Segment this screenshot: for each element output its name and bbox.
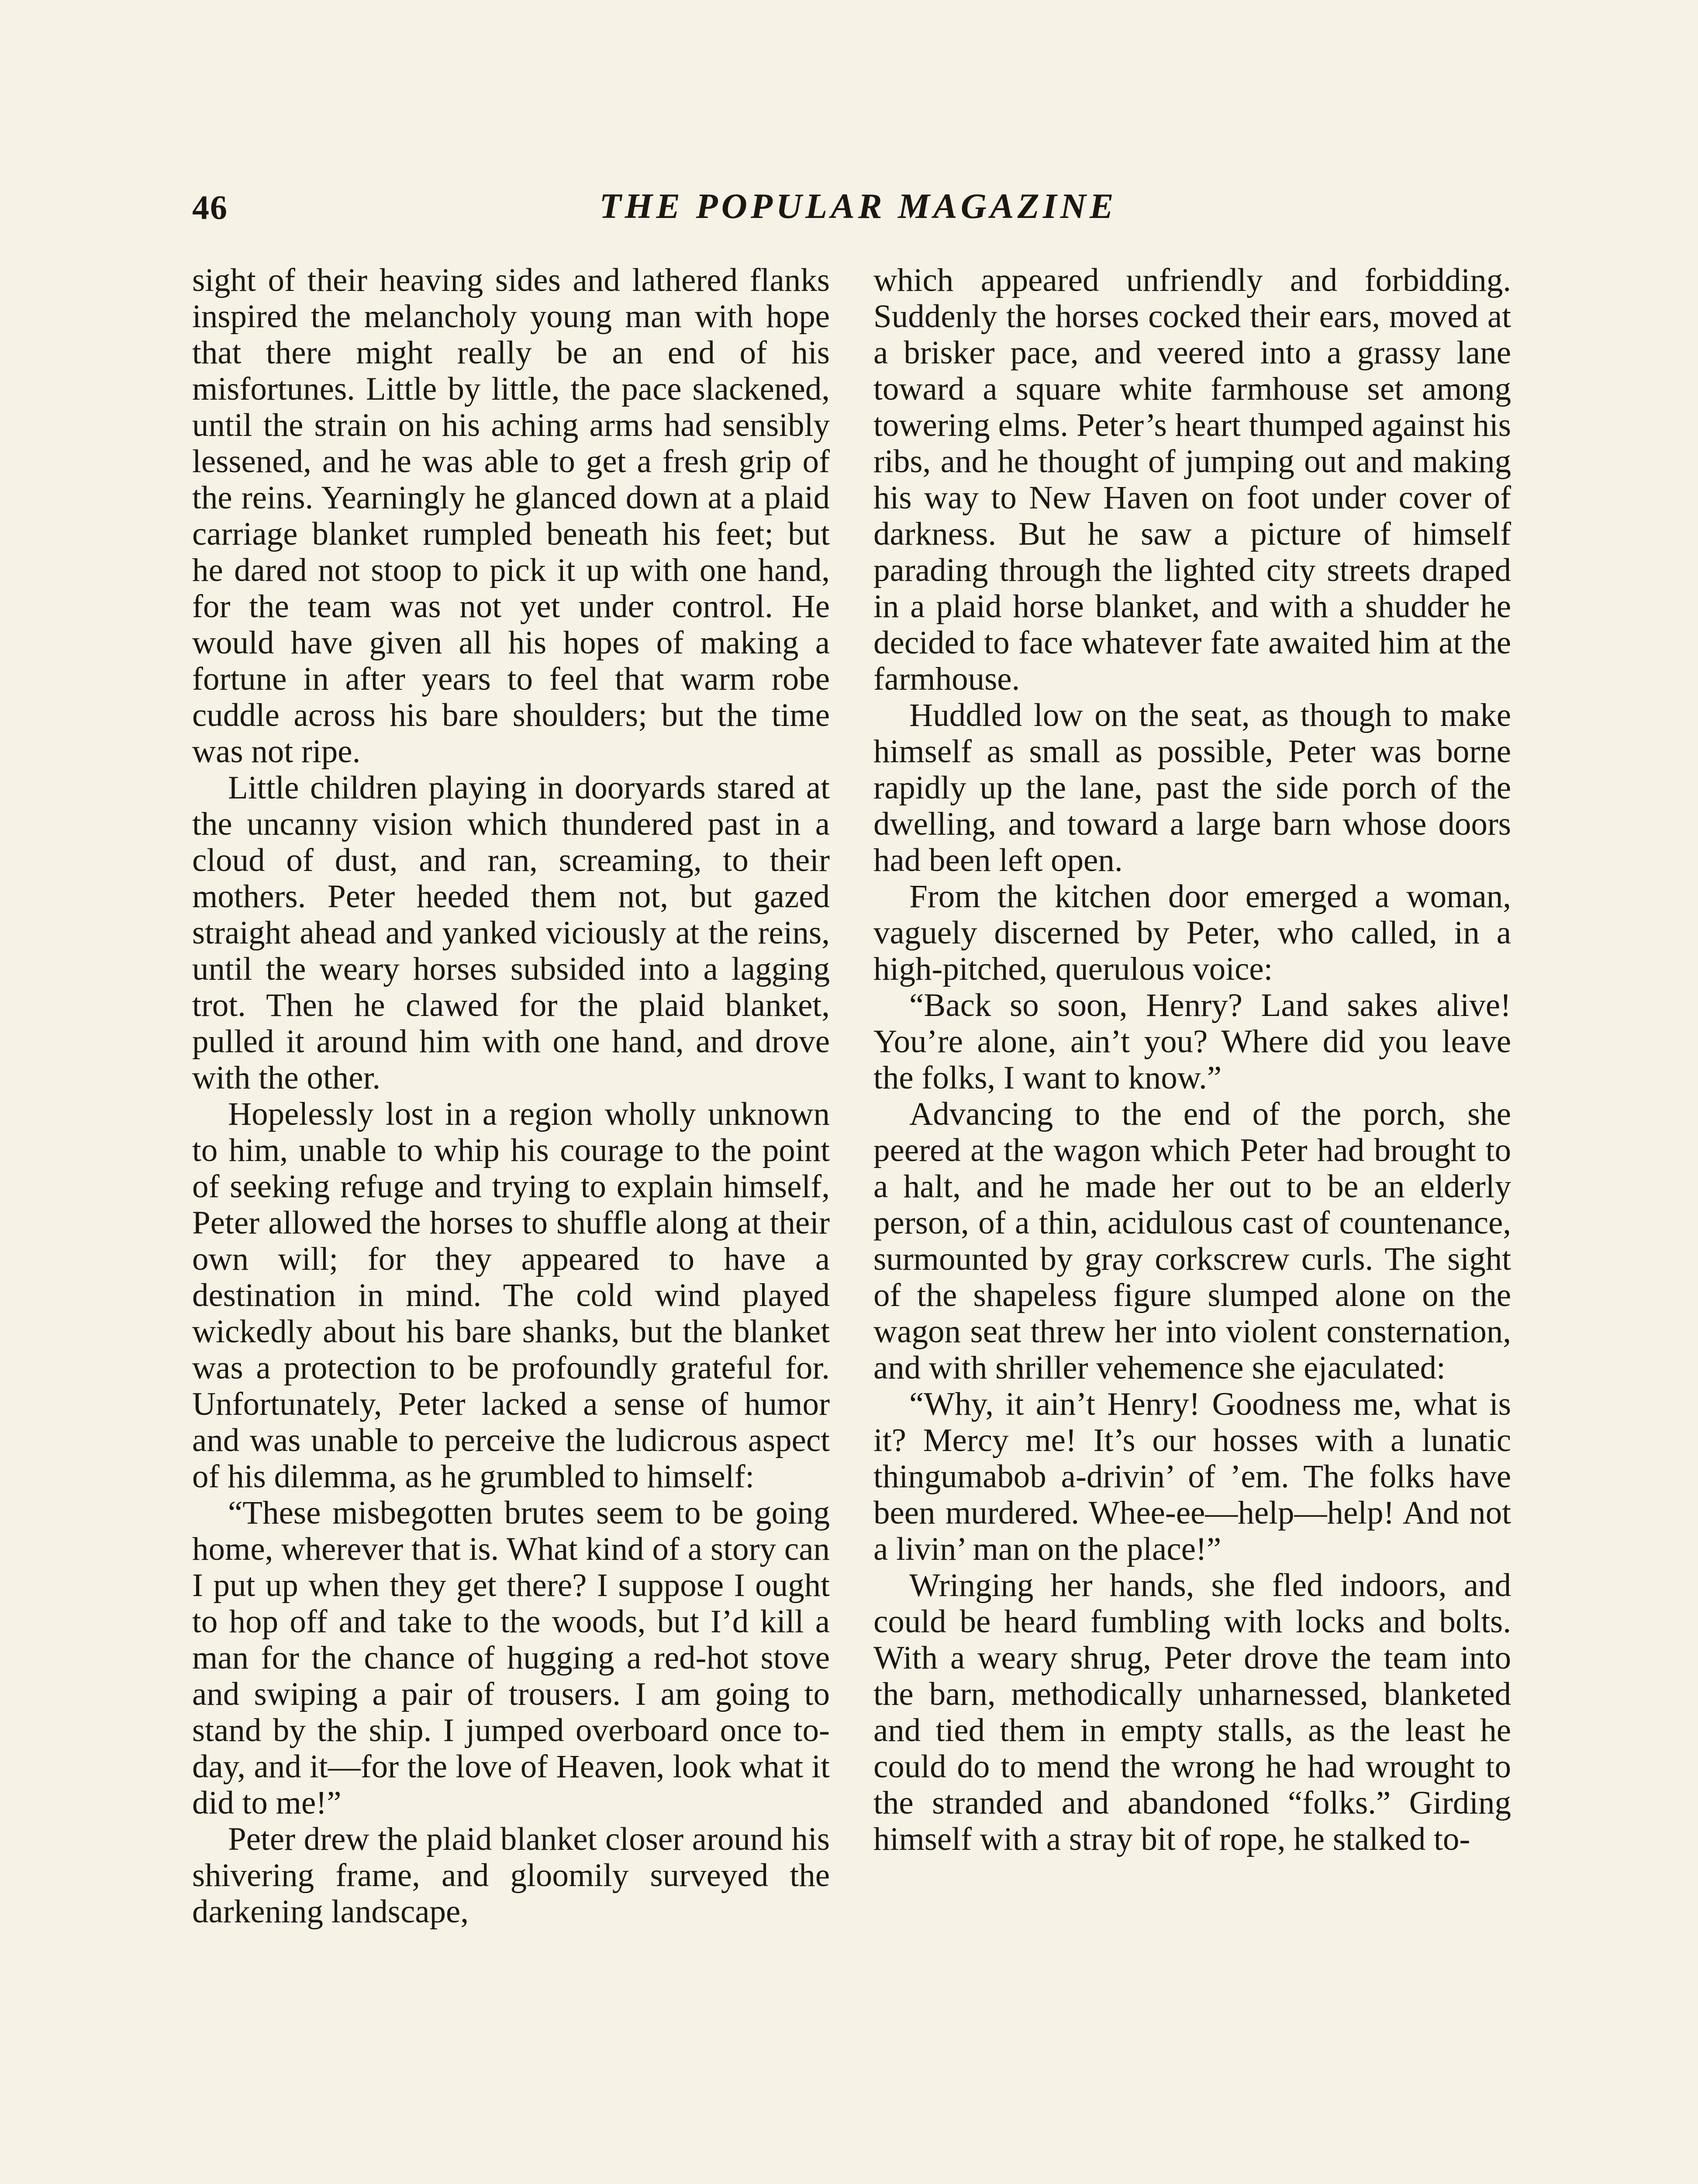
paragraph: Little children playing in dooryards stared at the uncanny vision which thundered past in a cloud of dust, and ran, screaming, to their mothers. Peter heeded them not, but gazed straight ahead and yanked viciously at the reins, until the weary horses subsided into a lagging trot. Then he clawed for the plaid blanket, pulled it around him with one hand, and drove with the other. — [192, 770, 830, 1096]
paragraph: Hopelessly lost in a region wholly unknown to him, unable to whip his courage to the point of seeking refuge and trying to explain himself, Peter allowed the horses to shuffle along at their own will; for they appeared to have a destination in mind. The cold wind played wickedly about his bare shanks, but the blanket was a protection to be profoundly grateful for. Unfortunately, Peter lacked a sense of humor and was unable to perceive the ludicrous aspect of his dilemma, as he grumbled to himself: — [192, 1096, 830, 1495]
right-column — [873, 262, 1511, 1857]
paragraph: “These misbegotten brutes seem to be going home, wherever that is. What kind of a story can I put up when they get there? I suppose I ought to hop off and take to the woods, but I’d kill a man for the chance of hugging a red-hot stove and swiping a pair of trousers. I am going to stand by the ship. I jumped overboard once to-day, and it—for the love of Heaven, look what it did to me!” — [192, 1495, 830, 1821]
left-column — [192, 262, 830, 1930]
paragraph: Peter drew the plaid blanket closer around his shivering frame, and gloomily surveyed the darkening landscape, — [192, 1821, 830, 1930]
paragraph: sight of their heaving sides and lathered flanks inspired the melancholy young man with hope that there might really be an end of his misfortunes. Little by little, the pace slackened, until the strain on his aching arms had sensibly lessened, and he was able to get a fresh grip of the reins. Yearningly he glanced down at a plaid carriage blanket rumpled beneath his feet; but he dared not stoop to pick it up with one hand, for the team was not yet under control. He would have given all his hopes of making a fortune in after years to feel that warm robe cuddle across his bare shoulders; but the time was not ripe. — [192, 262, 830, 770]
paragraph: Wringing her hands, she fled indoors, and could be heard fumbling with locks and bolts. With a weary shrug, Peter drove the team into the barn, methodically unharnessed, blanketed and tied them in empty stalls, as the least he could do to mend the wrong he had wrought to the stranded and abandoned “folks.” Girding himself with a stray bit of rope, he stalked to- — [873, 1567, 1511, 1857]
paragraph: which appeared unfriendly and forbidding. Suddenly the horses cocked their ears, moved at a brisker pace, and veered into a grassy lane toward a square white farmhouse set among towering elms. Peter’s heart thumped against his ribs, and he thought of jumping out and making his way to New Haven on foot under cover of darkness. But he saw a picture of himself parading through the lighted city streets draped in a plaid horse blanket, and with a shudder he decided to face whatever fate awaited him at the farmhouse. — [873, 262, 1511, 697]
paragraph: “Why, it ain’t Henry! Goodness me, what is it? Mercy me! It’s our hosses with a lunatic thingumabob a-drivin’ of ’em. The folks have been murdered. Whee-ee—help—help! And not a livin’ man on the place!” — [873, 1386, 1511, 1567]
running-title: THE POPULAR MAGAZINE — [599, 186, 1117, 226]
paragraph: “Back so soon, Henry? Land sakes alive! You’re alone, ain’t you? Where did you leave the folks, I want to know.” — [873, 987, 1511, 1096]
paragraph: From the kitchen door emerged a woman, vaguely discerned by Peter, who called, in a high-pitched, querulous voice: — [873, 878, 1511, 987]
page-number: 46 — [192, 188, 228, 226]
paragraph: Huddled low on the seat, as though to make himself as small as possible, Peter was borne rapidly up the lane, past the side porch of the dwelling, and toward a large barn whose doors had been left open. — [873, 697, 1511, 878]
paragraph: Advancing to the end of the porch, she peered at the wagon which Peter had brought to a halt, and he made her out to be an elderly person, of a thin, acidulous cast of countenance, surmounted by gray corkscrew curls. The sight of the shapeless figure slumped alone on the wagon seat threw her into violent consternation, and with shriller vehemence she ejaculated: — [873, 1096, 1511, 1386]
